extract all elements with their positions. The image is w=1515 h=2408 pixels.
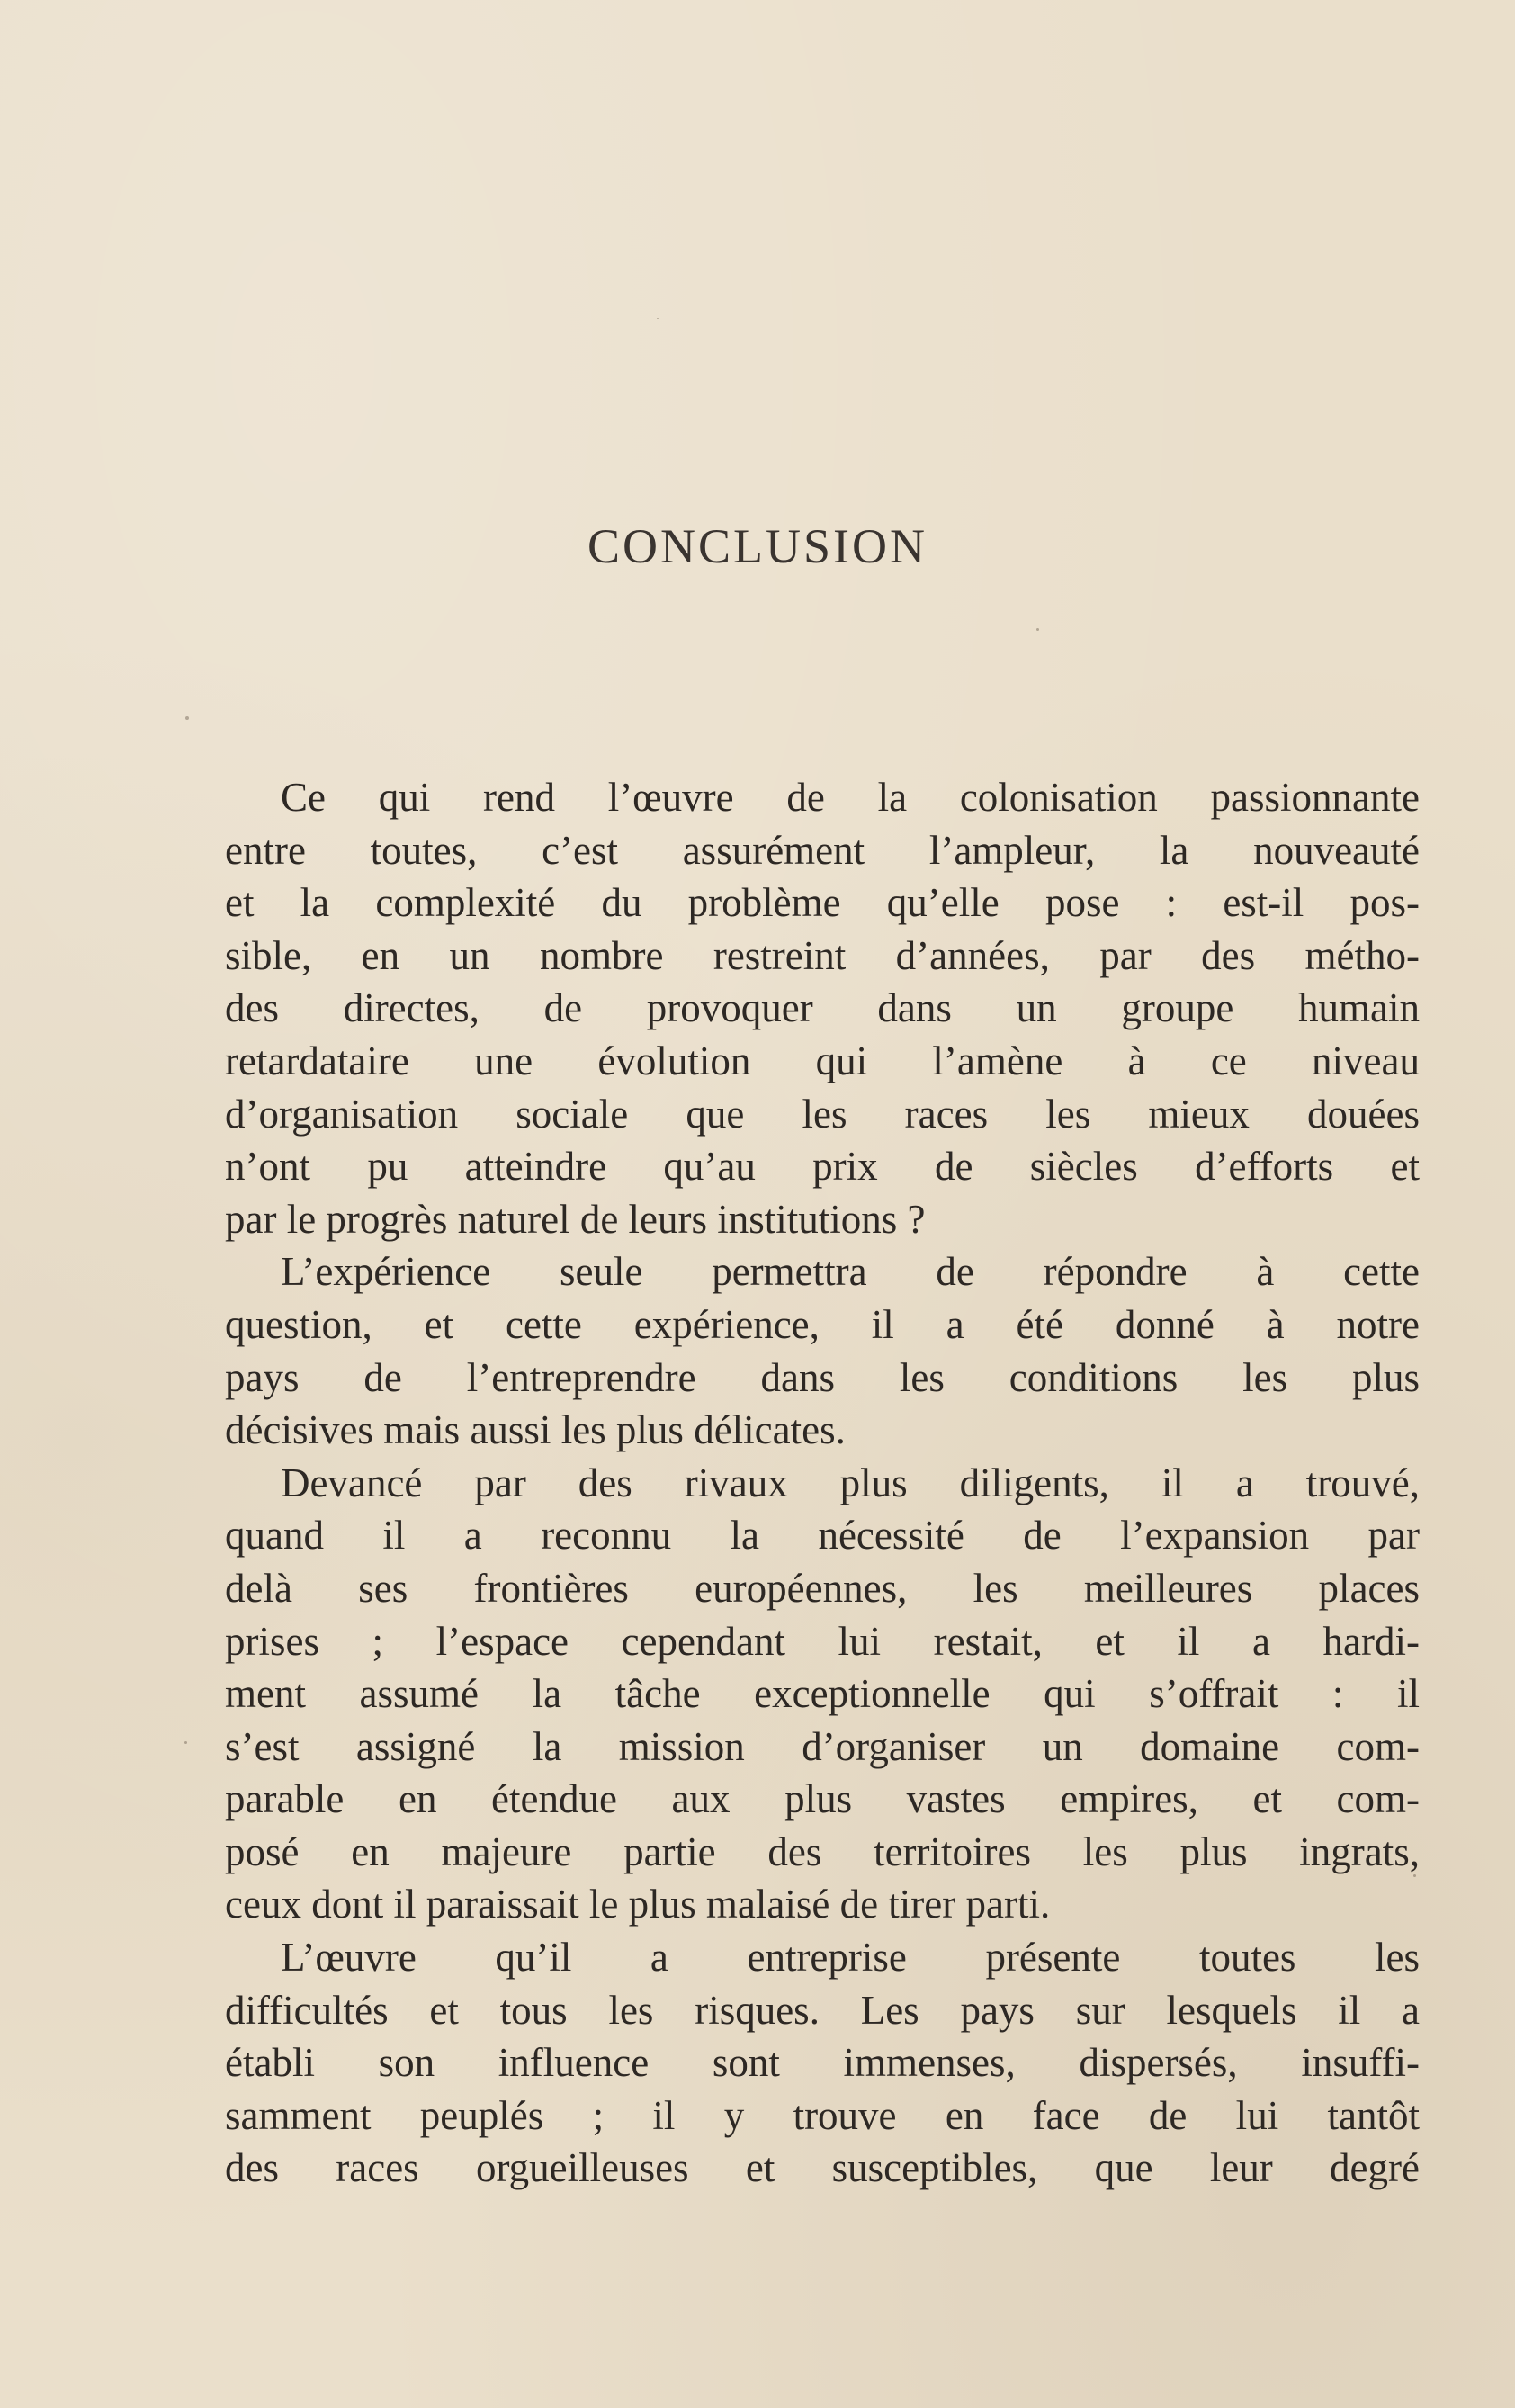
paper-speck	[184, 1741, 187, 1744]
text-line: prises ; l’espace cependant lui restait, et il a hardi-	[225, 1618, 1420, 1664]
paper-speck	[1413, 1874, 1416, 1877]
text-line: n’ont pu atteindre qu’au prix de siècles d’efforts et	[225, 1144, 1420, 1190]
paper-speck	[1036, 628, 1039, 631]
text-line: Devancé par des rivaux plus diligents, il a trouvé,	[281, 1460, 1420, 1505]
text-line: des directes, de provoquer dans un groupe humain	[225, 985, 1420, 1031]
paragraph-1	[225, 771, 1420, 1245]
text-line: posé en majeure partie des territoires les plus ingrats,	[225, 1828, 1420, 1874]
text-line: L’œuvre qu’il a entreprise présente toutes les	[281, 1935, 1420, 1981]
text-line: Ce qui rend l’œuvre de la colonisation passionnante	[281, 775, 1420, 820]
chapter-title: CONCLUSION	[587, 519, 928, 573]
text-line: décisives mais aussi les plus délicates.	[225, 1407, 846, 1453]
paragraph-2	[225, 1245, 1420, 1456]
text-line: retardataire une évolution qui l’amène à ce niveau	[225, 1038, 1420, 1083]
text-line: question, et cette expérience, il a été donné à notre	[225, 1301, 1420, 1347]
text-line: et la complexité du problème qu’elle pose : est-il pos-	[225, 880, 1420, 926]
text-line: s’est assigné la mission d’organiser un domaine com-	[225, 1723, 1420, 1769]
text-line: sible, en un nombre restreint d’années, par des métho-	[225, 932, 1420, 978]
body-text	[225, 771, 1420, 2195]
text-line: d’organisation sociale que les races les mieux douées	[225, 1091, 1420, 1137]
paper-speck	[657, 318, 659, 319]
text-line: L’expérience seule permettra de répondre à cette	[281, 1249, 1420, 1295]
text-line: difficultés et tous les risques. Les pays sur lesquels il a	[225, 1987, 1420, 2033]
text-line: entre toutes, c’est assurément l’ampleur, la nouveauté	[225, 827, 1420, 873]
text-line: pays de l’entreprendre dans les conditions les plus	[225, 1354, 1420, 1400]
text-line: établi son influence sont immenses, dispersés, insuffi-	[225, 2040, 1420, 2086]
paragraph-4	[225, 1931, 1420, 2195]
text-line: quand il a reconnu la nécessité de l’expansion par	[225, 1513, 1420, 1559]
paragraph-3	[225, 1457, 1420, 1931]
text-line: des races orgueilleuses et susceptibles, que leur degré	[225, 2145, 1420, 2191]
paper-speck	[185, 716, 189, 720]
text-line: ceux dont il paraissait le plus malaisé de tirer parti.	[225, 1882, 1051, 1927]
text-line: par le progrès naturel de leurs institutions ?	[225, 1196, 926, 1242]
text-line: ment assumé la tâche exceptionnelle qui s’offrait : il	[225, 1671, 1420, 1717]
text-line: samment peuplés ; il y trouve en face de lui tantôt	[225, 2092, 1420, 2138]
text-line: parable en étendue aux plus vastes empires, et com-	[225, 1776, 1420, 1822]
text-line: delà ses frontières européennes, les meilleures places	[225, 1565, 1420, 1611]
